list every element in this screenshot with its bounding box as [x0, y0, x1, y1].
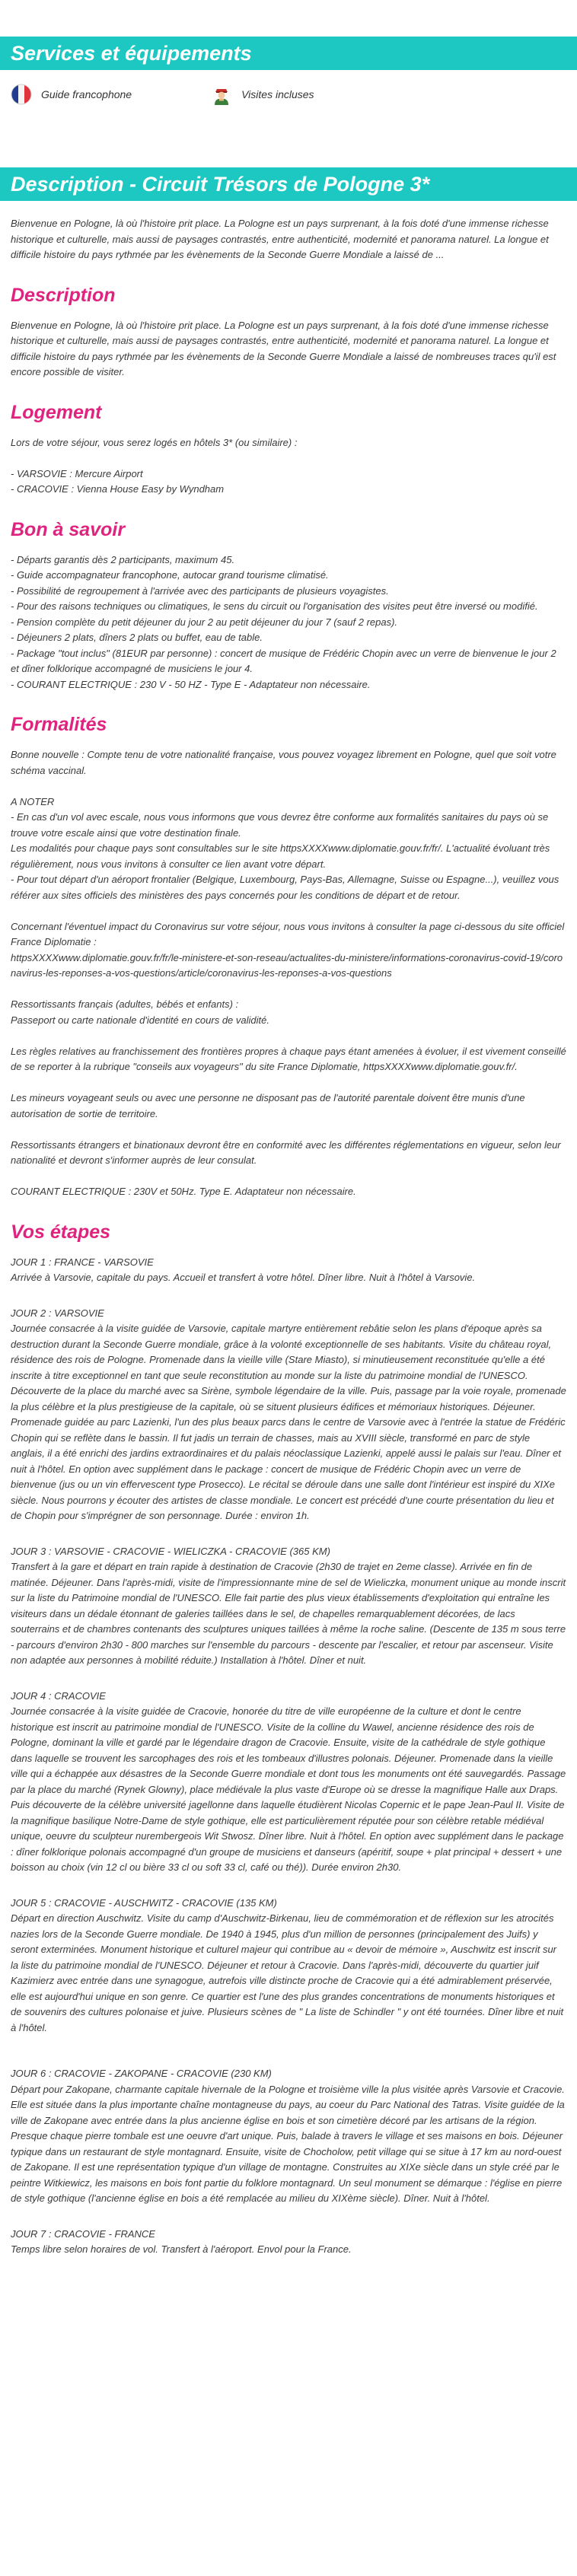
logement-intro: Lors de votre séjour, vous serez logés en hôtels 3* (ou similaire) : [11, 436, 298, 448]
day-title: JOUR 5 : CRACOVIE - AUSCHWITZ - CRACOVIE (135 KM) [11, 1896, 277, 1909]
info-line: - Départs garantis dès 2 participants, maximum 45. [11, 553, 235, 565]
etapes-heading: Vos étapes [11, 1221, 111, 1243]
main-content [0, 216, 577, 2258]
day-title: JOUR 7 : CRACOVIE - FRANCE [11, 2227, 155, 2240]
hotel-item: - VARSOVIE : Mercure Airport [11, 467, 143, 479]
itinerary-day [11, 1255, 566, 1286]
formalites-intro: Bonne nouvelle : Compte tenu de votre nationalité française, vous pouvez voyagez librement en Pologne, quel que soit votre schéma vaccinal. [11, 749, 556, 776]
bon-a-savoir-heading: Bon à savoir [11, 518, 126, 540]
mineurs-text: Les mineurs voyageant seuls ou avec une personne ne disposant pas de l'autorité parentale doivent être munis d'une autorisation de sortie de territoire. [11, 1092, 525, 1119]
day-text: Temps libre selon horaires de vol. Transfert à l'aéroport. Envol pour la France. [11, 2243, 352, 2255]
covid-link[interactable]: httpsXXXXwww.diplomatie.gouv.fr/fr/le-ministere-et-son-reseau/actualites-du-ministere/informations-coronavirus-covid-19/coronavirus-les-reponses-a-vos-questions/article/coronavirus-les-reponses-a-vos-questions [11, 951, 563, 979]
note-line: - En cas d'un vol avec escale, nous vous informons que vous devrez être conforme aux formalités sanitaires du pays où se trouve votre escale ainsi que votre destination finale. [11, 811, 549, 839]
services-list [0, 70, 577, 119]
itinerary-day [11, 1306, 566, 1524]
itinerary-day [11, 1689, 566, 1876]
day-text: Départ pour Zakopane, charmante capitale hivernale de la Pologne et troisième ville la plus visitée après Varsovie et Cracovie. Elle est située dans la plus importante chaîne montagneuse du pays, au coeur du Parc National des Tatras. Visite guidée de la ville de Zakopane avec entrée dans la plus ancienne église en bois et son cimetière décoré par les artisans de la région. Presque chaque pierre tombale est une oeuvre d'art unique. Puis, balade à travers le village et ses maisons en bois. Déjeuner typique dans un restaurant de style montagnard. Ensuite, visite de Chocholow, petit village qui se situe à 17 km au nord-ouest de Zakopane. Il est une représentation typique d'un village de montagne. Construites au XIXe siècle dans un style créé par le peintre Witkiewicz, les maisons en bois font partie du folklore montagnard. Un seul monument se démarque : l'église en pierre de style gothique (l'ancienne église en bois a été remplacée au milieu du XIXème siècle). Dîner. Nuit à l'hôtel. [11, 2083, 565, 2204]
service-label: Guide francophone [41, 88, 132, 100]
day-title: JOUR 1 : FRANCE - VARSOVIE [11, 1256, 154, 1268]
covid-text: Concernant l'éventuel impact du Coronavirus sur votre séjour, nous vous invitons à consulter la page ci-dessous du site officiel France Diplomatie : [11, 920, 565, 947]
itinerary-day [11, 2227, 566, 2258]
day-text: Journée consacrée à la visite guidée de Varsovie, capitale martyre entièrement rebâtie selon les plans d'époque après sa destruction durant la Seconde Guerre mondiale, grâce à la volonté exceptionnelle de ses habitants. Visite du château royal, résidence des rois de Pologne. Promenade dans la vieille ville (Stare Miasto), si minutieusement reconstituée qu'elle a été inscrite à titre exceptionnel en tant que seule reconstitution au monde sur la liste du patrimoine mondial de l'UNESCO. Découverte de la place du marché avec sa Sirène, symbole légendaire de la ville. Puis, passage par la voie royale, promenade la plus célèbre et la plus prestigieuse de la capitale, où se situent plusieurs édifices et mémoriaux historiques. Déjeuner. Promenade guidée au parc Lazienki, l'un des plus beaux parcs dans le centre de Varsovie avec à l'entrée la statue de Frédéric Chopin qui se reflète dans le bassin. Il fut jadis un terrain de chasses, mais au XVIII siècle, transformé en parc de style anglais, il a été enrichi des jardins extraordinaires et du palais néoclassique Lazienki, appelé aussi le palais sur l'eau. Dîner et nuit à l'hôtel. En option avec supplément dans le package : concert de musique de Frédéric Chopin avec un verre de bienvenue (jus ou un vin effervescent type Prosecco). Le récital se déroule dans une salle dont l'intérieur est inspiré du XIXe siècle. Nous pourrons y écouter des artistes de classe mondiale. Le concert est précédé d'une courte présentation du lieu et de Chopin pour s'imprégner de son personnage. Durée : environ 1h. [11, 1323, 566, 1521]
info-line: - Pension complète du petit déjeuner du jour 2 au petit déjeuner du jour 7 (sauf 2 repas). [11, 616, 398, 628]
itinerary [11, 1255, 566, 2258]
french-flag-icon [11, 84, 32, 105]
description-band [0, 167, 577, 201]
info-line: - Déjeuners 2 plats, dîners 2 plats ou buffet, eau de table. [11, 632, 263, 643]
day-text: Transfert à la gare et départ en train rapide à destination de Cracovie (2h30 de trajet en 2eme classe). Arrivée en fin de matinée. Déjeuner. Dans l'après-midi, visite de l'impressionnante mine de sel de Wieliczka, monument unique au monde inscrit sur la liste du Patrimoine mondial de l'UNESCO. Elle fait partie des plus vieux établissements d'exploitation qui entraîne les visiteurs dans un dédale étonnant de galeries taillées dans le sel, de chapelles remarquablement décorées, de lacs souterrains et de chambres contenants des sculptures uniques taillées à même la roche saline. (Descente de 135 m sous terre - parcours d'environ 2h30 - 800 marches sur l'ensemble du parcours - descente par l'escalier, et retour par ascenseur. Visite non adaptée aux personnes à mobilité réduite.) Installation à l'hôtel. Dîner et nuit. [11, 1561, 566, 1666]
guide-person-icon [211, 84, 232, 105]
info-line: - Pour des raisons techniques ou climatiques, le sens du circuit ou l'organisation des visites peut être inversé ou modifié. [11, 600, 538, 612]
day-title: JOUR 3 : VARSOVIE - CRACOVIE - WIELICZKA - CRACOVIE (365 KM) [11, 1545, 330, 1557]
info-line: - COURANT ELECTRIQUE : 230 V - 50 HZ - Type E - Adaptateur non nécessaire. [11, 678, 371, 690]
description-summary: Bienvenue en Pologne, là où l'histoire prit place. La Pologne est un pays surprenant, à la fois doté d'une immense richesse historique et culturelle, mais aussi de paysages contrastés, entre authenticité, modernité et panorama naturel. La longue et difficile histoire du pays rythmée par les évènements de la Seconde Guerre Mondiale a laissé de ... [11, 218, 549, 260]
day-title: JOUR 2 : VARSOVIE [11, 1307, 104, 1319]
service-item-guide [11, 84, 132, 105]
services-band [0, 37, 577, 70]
frontieres-text: Les règles relatives au franchissement des frontières propres à chaque pays étant amenées à évoluer, il est vivement conseillé de se reporter à la rubrique "conseils aux voyageurs" du site France Diplomatie, httpsXXXXwww.diplomatie.gouv.fr/. [11, 1045, 566, 1072]
note-line: - Pour tout départ d'un aéroport frontalier (Belgique, Luxembourg, Pays-Bas, Allemagne, Suisse ou Espagne...), veuillez vous référer aux sites officiels des ministères des pays concernés pour les conditions de départ et de retour. [11, 874, 559, 901]
info-line: - Possibilité de regroupement à l'arrivée avec des participants de plusieurs voyagistes. [11, 584, 389, 597]
day-title: JOUR 6 : CRACOVIE - ZAKOPANE - CRACOVIE (230 KM) [11, 2068, 272, 2079]
day-text: Départ en direction Auschwitz. Visite du camp d'Auschwitz-Birkenau, lieu de commémoration et de réflexion sur les atrocités nazies lors de la Seconde Guerre mondiale. De 1940 à 1945, plus d'un million de personnes (principalement des Juifs) y seront exterminées. Monument historique et culturel majeur qui contribue au « devoir de mémoire », Auschwitz est inscrit sur la liste du patrimoine mondial de l'UNESCO. Déjeuner et retour à Cracovie. Dans l'après-midi, découverte du quartier juif Kazimierz avec entrée dans une synagogue, autrefois ville distincte proche de Cracovie qui a été admirablement préservée, elle est aujourd'hui unique en son genre. Ce quartier est l'une des plus grandes concentrations de monuments historiques et de souvenirs des cultures polonaise et juive. Plusieurs scènes de " La liste de Schindler " y ont été tournées. Dîner libre et nuit à l'hôtel. [11, 1912, 564, 2033]
note-line: Les modalités pour chaque pays sont consultables sur le site httpsXXXXwww.diplomatie.gouv.fr/fr/. L'actualité évoluant très régulièrement, nous vous invitons à consulter ce lien avant votre départ. [11, 842, 550, 870]
page [0, 37, 577, 2273]
description-text: Bienvenue en Pologne, là où l'histoire prit place. La Pologne est un pays surprenant, à la fois doté d'une immense richesse historique et culturelle, mais aussi de paysages contrastés, entre authenticité, modernité et panorama naturel. La longue et difficile histoire du pays rythmée par les évènements de la Seconde Guerre Mondiale a laissé de nombreuses traces qu'il est encore possible de visiter. [11, 319, 556, 377]
description-heading: Description [11, 284, 116, 306]
courant-text: COURANT ELECTRIQUE : 230V et 50Hz. Type E. Adaptateur non nécessaire. [11, 1186, 356, 1197]
info-line: - Guide accompagnateur francophone, autocar grand tourisme climatisé. [11, 569, 329, 581]
day-text: Journée consacrée à la visite guidée de Cracovie, honorée du titre de ville européenne de la culture et dont le centre historique est inscrit au patrimoine mondial de l'UNESCO. Visite de la colline du Wawel, ancienne résidence des rois de Pologne, dominant la ville et gardé par le légendaire dragon de Cracovie. Ensuite, visite de la cathédrale de style gothique dans laquelle se trouvent les sarcophages des rois et les tombeaux d'illustres polonais. Déjeuner. Promenade dans la vieille ville qui a échappée aux désastres de la Seconde Guerre mondiale et dont tous les monuments ont été sauvegardés. Passage par la place du marché (Rynek Glowny), place médiévale la plus vaste d'Europe où se dresse la magnifique Halle aux Draps. Puis découverte de la célèbre université jagellonne dans laquelle étudièrent Nicolas Copernic et le pape Jean-Paul II. Visite de la magnifique basilique Notre-Dame de style gothique, elle est particulièrement réputée pour son célèbre retable médiéval unique, oeuvre du sculpteur nurembergeois Wit Stwosz. Dîner libre. Nuit à l'hôtel. En option avec supplément dans le package : dîner folklorique polonais accompagné d'un groupe de musiciens et danseurs (apéritif, soupe + plat principal + dessert + une boisson au choix (vin 12 cl ou bière 33 cl ou soft 33 cl, café ou thé)). Durée environ 2h30. [11, 1705, 566, 1873]
binationaux-text: Ressortissants étrangers et binationaux devront être en conformité avec les différentes réglementations en vigueur, selon leur nationalité et devront s'informer auprès de leur consulat. [11, 1138, 561, 1166]
itinerary-day [11, 2066, 566, 2207]
services-title: Services et équipements [11, 42, 252, 65]
formalites-heading: Formalités [11, 714, 107, 735]
hotel-item: - CRACOVIE : Vienna House Easy by Wyndham [11, 483, 225, 495]
ressortissants-title: Ressortissants français (adultes, bébés et enfants) : [11, 998, 239, 1010]
formalites-section [11, 747, 566, 1200]
logement-heading: Logement [11, 401, 102, 423]
note-title: A NOTER [11, 795, 55, 807]
logement-section [11, 435, 566, 498]
day-text: Arrivée à Varsovie, capitale du pays. Accueil et transfert à votre hôtel. Dîner libre. Nuit à l'hôtel à Varsovie. [11, 1272, 476, 1283]
service-label: Visites incluses [241, 88, 314, 100]
ressortissants-text: Passeport ou carte nationale d'identité en cours de validité. [11, 1014, 269, 1026]
itinerary-day [11, 1896, 566, 2036]
description-band-title: Description - Circuit Trésors de Pologne 3* [11, 173, 430, 196]
itinerary-day [11, 1544, 566, 1669]
bon-a-savoir-list [11, 552, 566, 693]
day-title: JOUR 4 : CRACOVIE [11, 1689, 106, 1702]
info-line: - Package "tout inclus" (81EUR par personne) : concert de musique de Frédéric Chopin avec un verre de bienvenue le jour 2 et dîner folklorique accompagné de musiciens le jour 4. [11, 647, 556, 674]
service-item-visits [211, 84, 314, 105]
